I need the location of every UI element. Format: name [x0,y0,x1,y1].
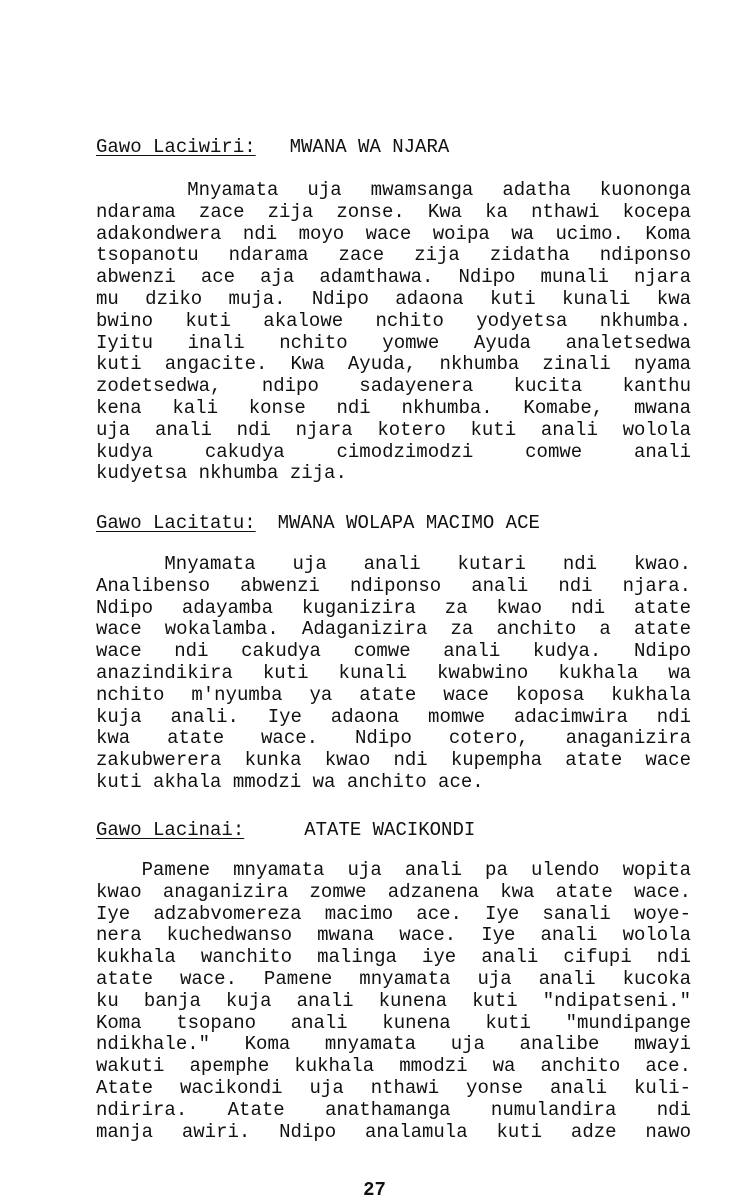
text-line: wace wokalamba. Adaganizira za anchito a atate [96,618,691,641]
text-line: kukhala wanchito malinga iye anali cifupi ndi [96,946,691,969]
text-line: Ndipo adayamba kuganizira za kwao ndi atate [96,596,691,619]
section-paragraph [96,180,691,485]
section-label: Gawo Lacitatu: [96,512,256,534]
text-line: Iye adzabvomereza macimo ace. Iye sanali woye- [96,902,691,925]
text-line: zodetsedwa, ndipo sadayenera kucita kanthu [96,375,691,398]
section-label: Gawo Laciwiri: [96,136,256,158]
text-line: Iyitu inali nchito yomwe Ayuda analetsedwa [96,331,691,354]
section-laciwiri [96,134,691,485]
text-line: abwenzi ace aja adamthawa. Ndipo munali njara [96,266,691,289]
text-line: Pamene mnyamata uja anali pa ulendo wopita [141,859,691,881]
text-line: Mnyamata uja anali kutari ndi kwao. [164,553,691,575]
text-line: ndikhale." Koma mnyamata uja analibe mwayi [96,1033,691,1056]
text-line: kudyetsa nkhumba zija. [96,462,347,485]
page-number: 27 [363,1179,386,1201]
text-line: tsopanotu ndarama zace zija zidatha ndiponso [96,244,691,267]
text-line: ndirira. Atate anathamanga numulandira ndi [96,1098,691,1121]
text-line: kudya cakudya cimodzimodzi comwe anali [96,440,691,463]
text-line: kuja anali. Iye adaona momwe adacimwira ndi [96,705,691,728]
text-line: mu dziko muja. Ndipo adaona kuti kunali kwa [96,287,691,310]
text-line: kena kali konse ndi nkhumba. Komabe, mwana [96,396,691,419]
text-line: Analibenso abwenzi ndiponso anali ndi njara. [96,574,691,597]
section-lacitatu [96,510,691,794]
text-line: uja anali ndi njara kotero kuti anali wolola [96,418,691,441]
text-line: kuti akhala mmodzi wa anchito ace. [96,770,484,793]
text-line: Koma tsopano anali kunena kuti "mundipange [96,1011,691,1034]
section-lacinai [96,817,691,1143]
section-title: ATATE WACIKONDI [304,819,476,841]
text-line: kwao anaganizira zomwe adzanena kwa atate wace. [96,880,691,903]
text-line: anazindikira kuti kunali kwabwino kukhala wa [96,661,691,684]
text-line: zakubwerera kunka kwao ndi kupempha atate wace [96,749,691,772]
text-line: atate wace. Pamene mnyamata uja anali kucoka [96,967,691,990]
text-line: wace ndi cakudya comwe anali kudya. Ndipo [96,640,691,663]
section-title: MWANA WOLAPA MACIMO ACE [277,512,540,534]
section-title: MWANA WA NJARA [289,136,450,158]
text-line: kuti angacite. Kwa Ayuda, nkhumba zinali nyama [96,353,691,376]
section-heading [96,817,691,843]
section-label: Gawo Lacinai: [96,819,245,841]
text-line: adakondwera ndi moyo wace woipa wa ucimo. Koma [96,222,691,245]
section-heading [96,510,691,536]
section-heading [96,134,691,160]
text-line: nera kuchedwanso mwana wace. Iye anali wolola [96,924,691,947]
text-line: manja awiri. Ndipo analamula kuti adze nawo [96,1120,691,1143]
text-line: Mnyamata uja mwamsanga adatha kuononga [187,179,691,201]
text-line: ku banja kuja anali kunena kuti "ndipatseni." [96,989,691,1012]
text-line: bwino kuti akalowe nchito yodyetsa nkhumba. [96,309,691,332]
text-line: Atate wacikondi uja nthawi yonse anali kuli- [96,1076,691,1099]
section-paragraph [96,860,691,1143]
section-paragraph [96,554,691,794]
text-line: nchito m'nyumba ya atate wace koposa kukhala [96,683,691,706]
text-line: ndarama zace zija zonse. Kwa ka nthawi kocepa [96,200,691,223]
text-line: wakuti apemphe kukhala mmodzi wa anchito ace. [96,1055,691,1078]
text-line: kwa atate wace. Ndipo cotero, anaganizira [96,727,691,750]
